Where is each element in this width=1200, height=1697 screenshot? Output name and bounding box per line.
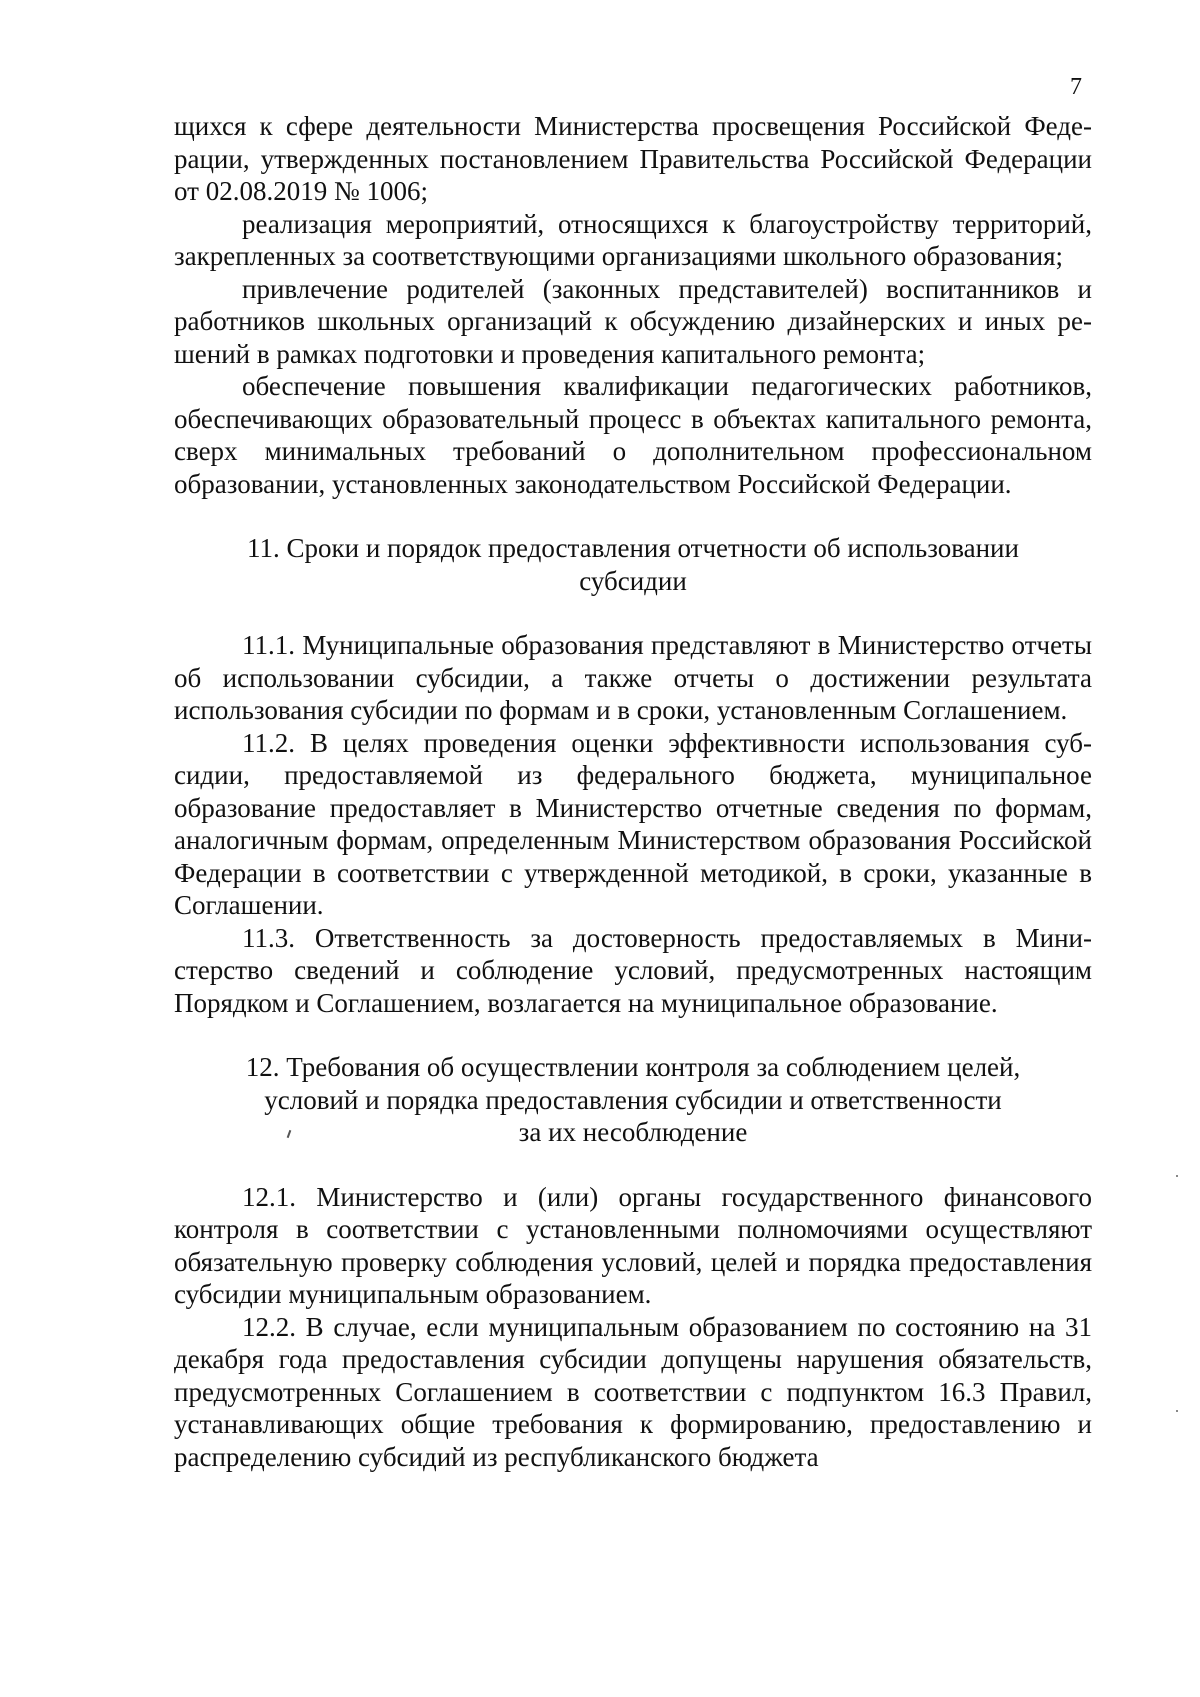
section-11-heading (174, 532, 1092, 597)
paragraph-11-1: 11.1. Муниципальные образования представляют в Министерство отчеты об использовании субсидии, а также отчеты о достижении результата использования субсидии по формам и в сроки, установленным Соглашением. (174, 630, 1092, 725)
paragraph-parents-involvement: привлечение родителей (законных представителей) воспитанников и работников школьных организаций к обсуждению дизайнерских и иных решений в рамках подготовки и проведения капитального ремонта; (174, 273, 1092, 369)
section-12-heading-line-1: 12. Требования об осуществлении контроля за соблюдением целей, (245, 1052, 1021, 1082)
section-12-body (174, 1181, 1092, 1474)
paragraph-12-1: 12.1. Министерство и (или) органы государственного финансового контроля в соответствии с установленными полномочиями осуществляют обязательную проверку соблюдения условий, целей и порядка предоставления субсидии муниципальным образованием. (174, 1181, 1092, 1309)
scan-edge-dot (1176, 1410, 1178, 1412)
paragraph-11-3: 11.3. Ответственность за достоверность предоставляемых в Министерство сведений и соблюдение условий, предусмотренных настоящим Порядком и Соглашением, возлагается на муниципальное образование. (174, 922, 1092, 1018)
paragraph-improvement-measures: реализация мероприятий, относящихся к благоустройству территорий, закрепленных за соответствующими организациями школьного образования; (174, 208, 1092, 271)
scan-edge-dot (1176, 1175, 1178, 1177)
page-number: 7 (1070, 74, 1082, 100)
section-11-heading-line-1: 11. Сроки и порядок предоставления отчетности об использовании (247, 533, 1019, 563)
document-body (174, 110, 1092, 1473)
section-12-heading-line-3: за их несоблюдение (518, 1117, 748, 1147)
section-11-heading-line-2: субсидии (579, 565, 687, 596)
paragraph-12-2: 12.2. В случае, если муниципальным образованием по состоянию на 31 декабря года предоставления субсидии допущены нарушения обязательств, предусмотренных Соглашением в соответствии с подпунктом 16.3 Правил, устанавливающих общие требования к формированию, предоставлению и распределению субсидий из республиканского бюджета (174, 1311, 1092, 1472)
section-12-heading-line-2: условий и порядка предоставления субсидии и ответственности (264, 1084, 1002, 1115)
section-11-body (174, 629, 1092, 1019)
paragraph-teacher-training: обеспечение повышения квалификации педагогических работников, обеспечивающих образовательный процесс в объектах капитального ремонта, сверх минимальных требований о дополнительном профессиональном образовании, установленных законодательством Российской Федерации. (174, 371, 1092, 499)
paragraph-continuation: щихся к сфере деятельности Министерства просвещения Российской Федерации, утвержденных постановлением Правительства Российской Федерации от 02.08.2019 № 1006; (174, 111, 1092, 206)
section-12-heading (174, 1051, 1092, 1149)
paragraph-11-2: 11.2. В целях проведения оценки эффективности использования субсидии, предоставляемой из федерального бюджета, муниципальное образование предоставляет в Министерство отчетные сведения по формам, аналогичным формам, определенным Министерством образования Российской Федерации в соответствии с утвержденной методикой, в сроки, указанные в Соглашении. (174, 727, 1092, 920)
